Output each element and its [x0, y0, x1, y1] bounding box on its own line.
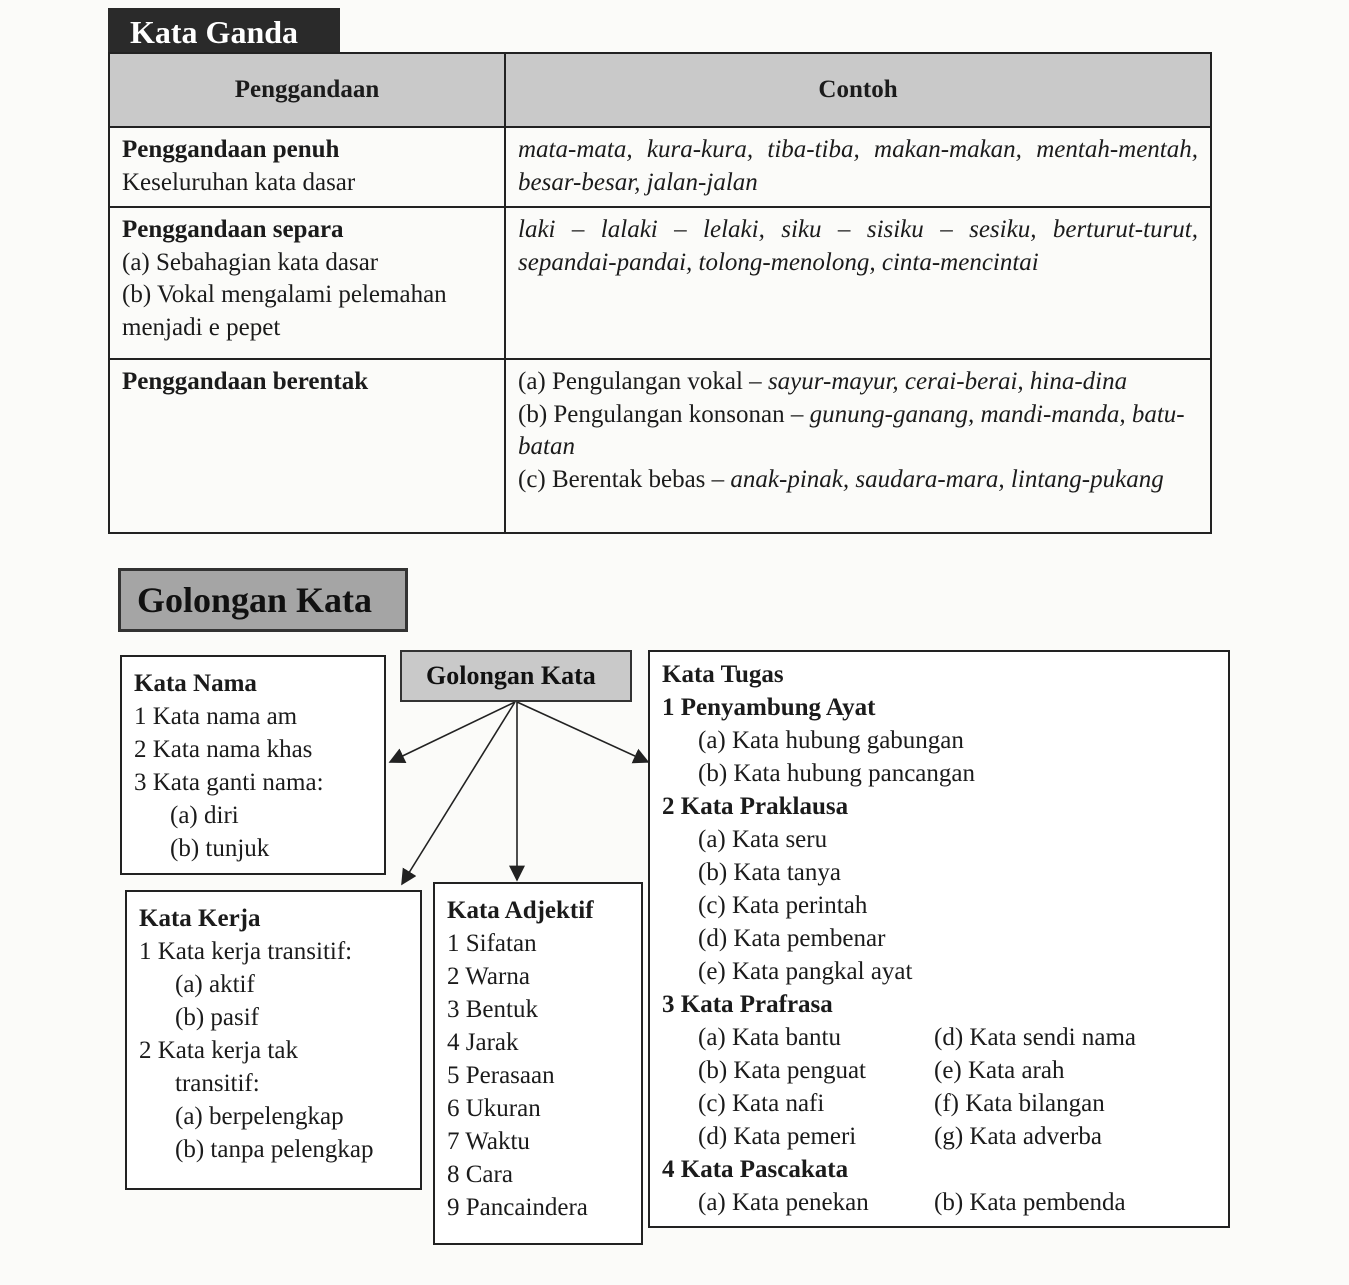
- item: 2 Kata kerja tak: [139, 1037, 298, 1064]
- title: Kata Adjektif: [447, 897, 594, 924]
- item: 6 Ukuran: [447, 1095, 541, 1122]
- item: 1 Sifatan: [447, 930, 537, 957]
- item: 2 Warna: [447, 963, 530, 990]
- section: 4 Kata Pascakata: [662, 1156, 849, 1183]
- kata-adjektif-box: [433, 882, 643, 1245]
- item: 5 Perasaan: [447, 1062, 555, 1089]
- desc: (a) Sebahagian kata dasar: [122, 248, 379, 276]
- item: transitif:: [175, 1070, 260, 1097]
- item: 1 Kata kerja transitif:: [139, 938, 353, 965]
- header-contoh: Contoh: [505, 53, 1211, 127]
- item: 3 Bentuk: [447, 996, 538, 1023]
- item: (e) Kata pangkal ayat: [698, 958, 913, 985]
- item: (d) Kata pemeri: [698, 1123, 857, 1150]
- label: (b) Pengulangan konsonan –: [518, 400, 804, 428]
- item: (a) Kata bantu: [698, 1024, 841, 1051]
- section: 1 Penyambung Ayat: [662, 694, 876, 721]
- label: (a) Pengulangan vokal –: [518, 368, 762, 395]
- item: 3 Kata ganti nama:: [134, 769, 324, 796]
- title: Kata Tugas: [662, 661, 784, 688]
- title: Kata Kerja: [139, 905, 261, 932]
- example: mata-mata, kura-kura, tiba-tiba, makan-makan, mentah-mentah, besar-besar, jalan-jalan: [518, 136, 1198, 196]
- item: (b) Kata tanya: [698, 859, 841, 886]
- item: (b) tunjuk: [170, 835, 270, 862]
- item: (b) Kata hubung pancangan: [698, 760, 975, 787]
- golongan-kata-heading: Golongan Kata: [118, 568, 408, 632]
- desc: (b) Vokal mengalami pelemahan menjadi e pepet: [122, 281, 447, 341]
- item: (a) aktif: [175, 971, 255, 998]
- desc: Keseluruhan kata dasar: [122, 168, 356, 196]
- item: 4 Jarak: [447, 1029, 519, 1056]
- kata-ganda-heading: Kata Ganda: [108, 8, 340, 56]
- example: gunung-ganang, mandi-manda, batu-batan: [518, 400, 1185, 460]
- arrow: [517, 702, 648, 762]
- section: 3 Kata Prafrasa: [662, 991, 833, 1018]
- item: (d) Kata pembenar: [698, 925, 886, 952]
- title: Kata Nama: [134, 670, 257, 697]
- item: (b) Kata pembenda: [934, 1189, 1126, 1216]
- header-penggandaan: Penggandaan: [109, 53, 505, 127]
- item: 9 Pancaindera: [447, 1194, 588, 1221]
- item: (a) Kata hubung gabungan: [698, 727, 964, 754]
- section: 2 Kata Praklausa: [662, 793, 849, 820]
- item: (a) Kata seru: [698, 826, 828, 853]
- item: (c) Kata perintah: [698, 892, 868, 919]
- example: anak-pinak, saudara-mara, lintang-pukang: [730, 465, 1164, 493]
- item: 1 Kata nama am: [134, 703, 298, 730]
- label: (c) Berentak bebas –: [518, 465, 725, 493]
- item: (f) Kata bilangan: [934, 1090, 1105, 1117]
- kata-kerja-box: [125, 890, 422, 1190]
- item: (c) Kata nafi: [698, 1090, 825, 1117]
- item: (d) Kata sendi nama: [934, 1024, 1137, 1051]
- item: (b) tanpa pelengkap: [175, 1136, 374, 1163]
- item: (e) Kata arah: [934, 1057, 1065, 1084]
- item: (g) Kata adverba: [934, 1123, 1102, 1150]
- item: (a) diri: [170, 802, 239, 829]
- type: Penggandaan penuh: [122, 136, 340, 163]
- kata-nama-box: [120, 655, 386, 875]
- item: 2 Kata nama khas: [134, 736, 313, 763]
- golongan-kata-center: Golongan Kata: [400, 650, 632, 702]
- item: 8 Cara: [447, 1161, 513, 1188]
- item: 7 Waktu: [447, 1128, 530, 1155]
- item: (a) Kata penekan: [698, 1189, 869, 1216]
- example: laki – lalaki – lelaki, siku – sisiku – sesiku, berturut-turut, sepandai-pandai, tolong-menolong, cinta-mencintai: [518, 216, 1198, 276]
- item: (b) pasif: [175, 1004, 259, 1031]
- item: (b) Kata penguat: [698, 1057, 866, 1084]
- type: Penggandaan berentak: [122, 368, 369, 395]
- type: Penggandaan separa: [122, 216, 344, 243]
- kata-tugas-box: [648, 650, 1230, 1228]
- example: sayur-mayur, cerai-berai, hina-dina: [767, 368, 1128, 395]
- item: (a) berpelengkap: [175, 1103, 344, 1130]
